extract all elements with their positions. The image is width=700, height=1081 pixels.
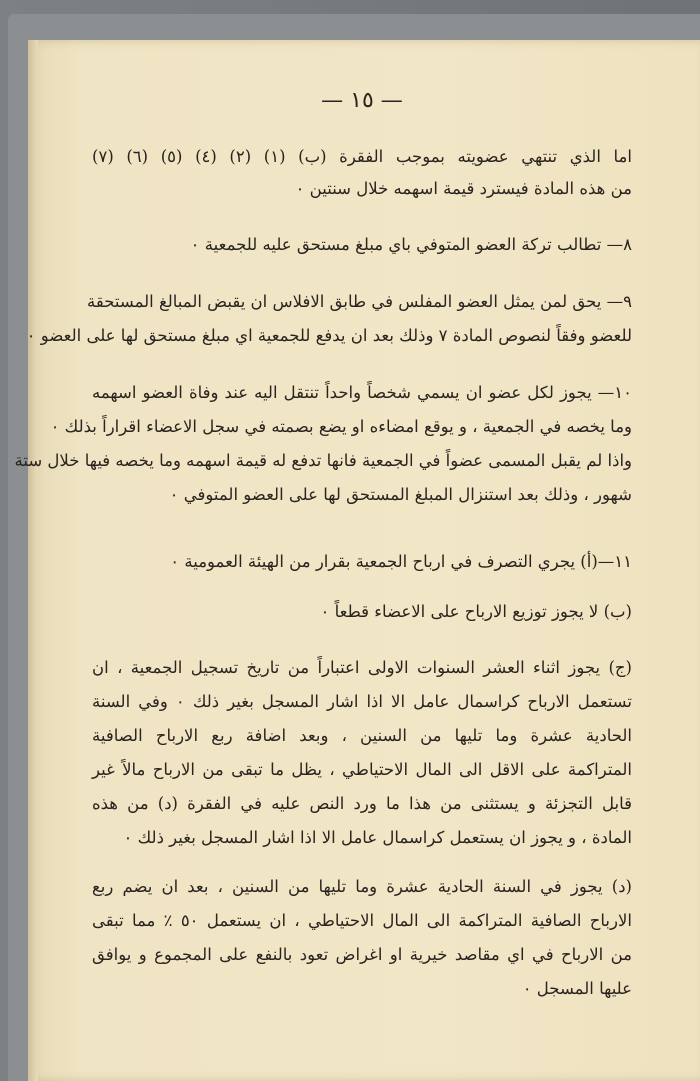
clause-10-line: شهور ، وذلك بعد استنزال المبلغ المستحق لها على العضو المتوفي ٠ bbox=[169, 485, 632, 504]
clause-11c-line: الحادية عشرة وما تليها من السنين ، وبعد اضافة ربع الارباح الصافية bbox=[92, 726, 632, 745]
clause-10-line: ١٠— يجوز لكل عضو ان يسمي شخصاً واحداً تنتقل اليه عند وفاة العضو اسهمه bbox=[92, 383, 632, 402]
clause-10-line: واذا لم يقبل المسمى عضواً في الجمعية فانها تدفع له قيمة اسهمه وما يخصه فيها خلال ستة bbox=[14, 451, 632, 470]
clause-9-line: ٩— يحق لمن يمثل العضو المفلس في طابق الافلاس ان يقبض المبالغ المستحقة bbox=[87, 292, 632, 311]
clause-11d-line: عليها المسجل ٠ bbox=[522, 979, 632, 998]
clause-11c-line: قابل التجزئة و يستثنى من هذا ما ورد النص عليه في الفقرة (د) من هذه bbox=[92, 794, 632, 813]
clause-11c-line: (ج) يجوز اثناء العشر السنوات الاولى اعتباراً من تاريخ تسجيل الجمعية ، ان bbox=[92, 658, 632, 677]
page-number: — ١٥ — bbox=[321, 88, 403, 113]
page-gutter bbox=[28, 40, 38, 1081]
clause-11a: ١١—(أ) يجري التصرف في ارباح الجمعية بقرار من الهيئة العمومية ٠ bbox=[170, 552, 632, 571]
clause-11d-line: من الارباح في اي مقاصد خيرية او اغراض تعود بالنفع على المجموع و يوافق bbox=[92, 945, 632, 964]
clause-11b: (ب) لا يجوز توزيع الارباح على الاعضاء قطعاً ٠ bbox=[320, 602, 632, 621]
clause-11c-line: المادة ، و يجوز ان يستعمل كراسمال عامل الا اذا اشار المسجل بغير ذلك ٠ bbox=[123, 828, 632, 847]
clause-10-line: وما يخصه في الجمعية ، و يوقع امضاءه او يضع بصمته في سجل الاعضاء اقراراً بذلك ٠ bbox=[50, 417, 632, 436]
text-line: من هذه المادة فيسترد قيمة اسهمه خلال سنتين ٠ bbox=[295, 179, 632, 198]
clause-11c-line: تستعمل الارباح كراسمال عامل الا اذا اشار المسجل بغير ذلك ٠ وفي السنة bbox=[92, 692, 632, 711]
clause-11d-line: الارباح الصافية المتراكمة الى المال الاحتياطي ، ان يستعمل ٥٠ ٪ مما تبقى bbox=[92, 911, 632, 930]
text-line: اما الذي تنتهي عضويته بموجب الفقرة (ب) (١) (٢) (٤) (٥) (٦) (٧) bbox=[92, 147, 632, 166]
clause-11c-line: المتراكمة على الاقل الى المال الاحتياطي ، يظل ما تبقى من الارباح مالاً غير bbox=[92, 760, 632, 779]
clause-11d-line: (د) يجوز في السنة الحادية عشرة وما تليها من السنين ، بعد ان يضم ربع bbox=[92, 877, 632, 896]
clause-8: ٨— تطالب تركة العضو المتوفي باي مبلغ مستحق عليه للجمعية ٠ bbox=[190, 235, 632, 254]
clause-9-line: للعضو وفقاً لنصوص المادة ٧ وذلك بعد ان يدفع للجمعية اي مبلغ مستحق لها على العضو ٠ bbox=[26, 326, 632, 345]
